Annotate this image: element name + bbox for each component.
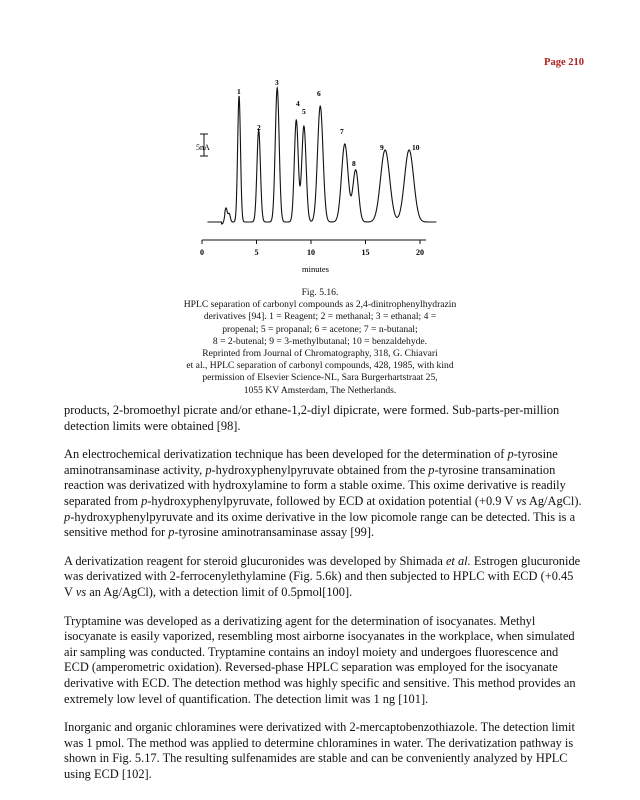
axis-tick-label: 10 bbox=[307, 248, 315, 257]
caption-line: Reprinted from Journal of Chromatography, 318, G. Chiavari bbox=[202, 348, 438, 360]
peak-label-5: 5 bbox=[302, 107, 306, 116]
peak-label-9: 9 bbox=[380, 143, 384, 152]
caption-line: et al., HPLC separation of carbonyl compounds, 428, 1985, with kind bbox=[186, 360, 454, 372]
paragraph-4: Tryptamine was developed as a derivatizing agent for the determination of isocyanates. Methyl isocyanate is easily vaporized, resembling most airborne isocyanates in the workplace, when simulated air sampling was conducted. Tryptamine contains an indoyl moiety and undergoes fluorescence and ECD (amperometric oxidation). Reversed-phase HPLC separation was employed for the isocyanate derivative with ECD. The detection method was highly specific and sensitive. This method provides an extremely low level of quantification. The detection limit was 1 ng [101]. bbox=[64, 613, 576, 706]
peak-label-2: 2 bbox=[257, 123, 261, 132]
caption-line: 8 = 2-butenal; 9 = 3-methylbutanal; 10 = benzaldehyde. bbox=[212, 335, 428, 347]
caption-fig-number: Fig. 5.16. bbox=[301, 287, 339, 298]
chromatogram-trace bbox=[207, 88, 436, 224]
peak-label-6: 6 bbox=[317, 89, 321, 98]
body-text bbox=[64, 403, 584, 795]
page-number: Page 210 bbox=[544, 57, 584, 68]
axis-tick-label: 5 bbox=[254, 248, 259, 257]
caption-line: permission of Elsevier Science-NL, Sara Burgerhartstraat 25, bbox=[202, 372, 438, 384]
paragraph-1: products, 2-bromoethyl picrate and/or ethane-1,2-diyl dipicrate, were formed. Sub-parts-per-million detection limits were obtained [98]. bbox=[64, 403, 560, 433]
caption-line: derivatives [94]. 1 = Reagent; 2 = methanal; 3 = ethanal; 4 = bbox=[203, 311, 437, 323]
paragraph-5: Inorganic and organic chloramines were derivatized with 2-mercaptobenzothiazole. The detection limit was 1 pmol. The method was applied to determine chloramines in water. The derivatization pathway is shown in Fig. 5.17. The resulting sulfenamides are stable and can be conveniently analyzed by HPLC using ECD [102]. bbox=[64, 720, 575, 781]
figure-caption bbox=[150, 287, 490, 397]
axis-tick-label: 20 bbox=[416, 248, 424, 257]
peak-labels bbox=[237, 78, 420, 168]
peak-label-3: 3 bbox=[275, 78, 279, 87]
paragraph-3: A derivatization reagent for steroid glucuronides was developed by Shimada et al. Estrogen glucuronide was derivatized with 2-ferrocenylethylamine (Fig. 5.6k) and then subjected to HPLC with ECD (+0.45 V vs an Ag/AgCl), with a detection limit of 0.5pmol[100]. bbox=[64, 553, 581, 599]
peak-label-1: 1 bbox=[237, 87, 241, 96]
caption-line: 1055 KV Amsterdam, The Netherlands. bbox=[243, 384, 397, 396]
peak-label-4: 4 bbox=[296, 99, 300, 108]
caption-line: propenal; 5 = propanal; 6 = acetone; 7 = n-butanal; bbox=[222, 323, 418, 335]
axis-tick-label: 15 bbox=[361, 248, 370, 257]
chromatogram-figure bbox=[190, 72, 440, 282]
scale-bar-label: 5nA bbox=[196, 143, 210, 152]
paragraph-2: An electrochemical derivatization technique has been developed for the determination of p-tyrosine aminotransaminase activity, p-hydroxyphenylpyruvate obtained from the p-tyrosine transamination reaction was derivatized with hydroxylamine to form a stable oxime. This oxime derivative is readily separated from p-hydroxyphenylpyruvate, followed by ECD at oxidation potential (+0.9 V vs Ag/AgCl). p-hydroxyphenylpyruvate and its oxime derivative in the low picomole range can be detected. This is a sensitive method for p-tyrosine aminotransaminase assay [99]. bbox=[64, 447, 582, 540]
peak-label-10: 10 bbox=[412, 143, 420, 152]
peak-label-8: 8 bbox=[352, 159, 356, 168]
caption-line: HPLC separation of carbonyl compounds as 2,4-dinitrophenylhydrazin bbox=[183, 299, 457, 311]
peak-label-7: 7 bbox=[340, 127, 344, 136]
axis-tick-label: 0 bbox=[200, 248, 204, 257]
x-axis-label: minutes bbox=[302, 264, 329, 274]
